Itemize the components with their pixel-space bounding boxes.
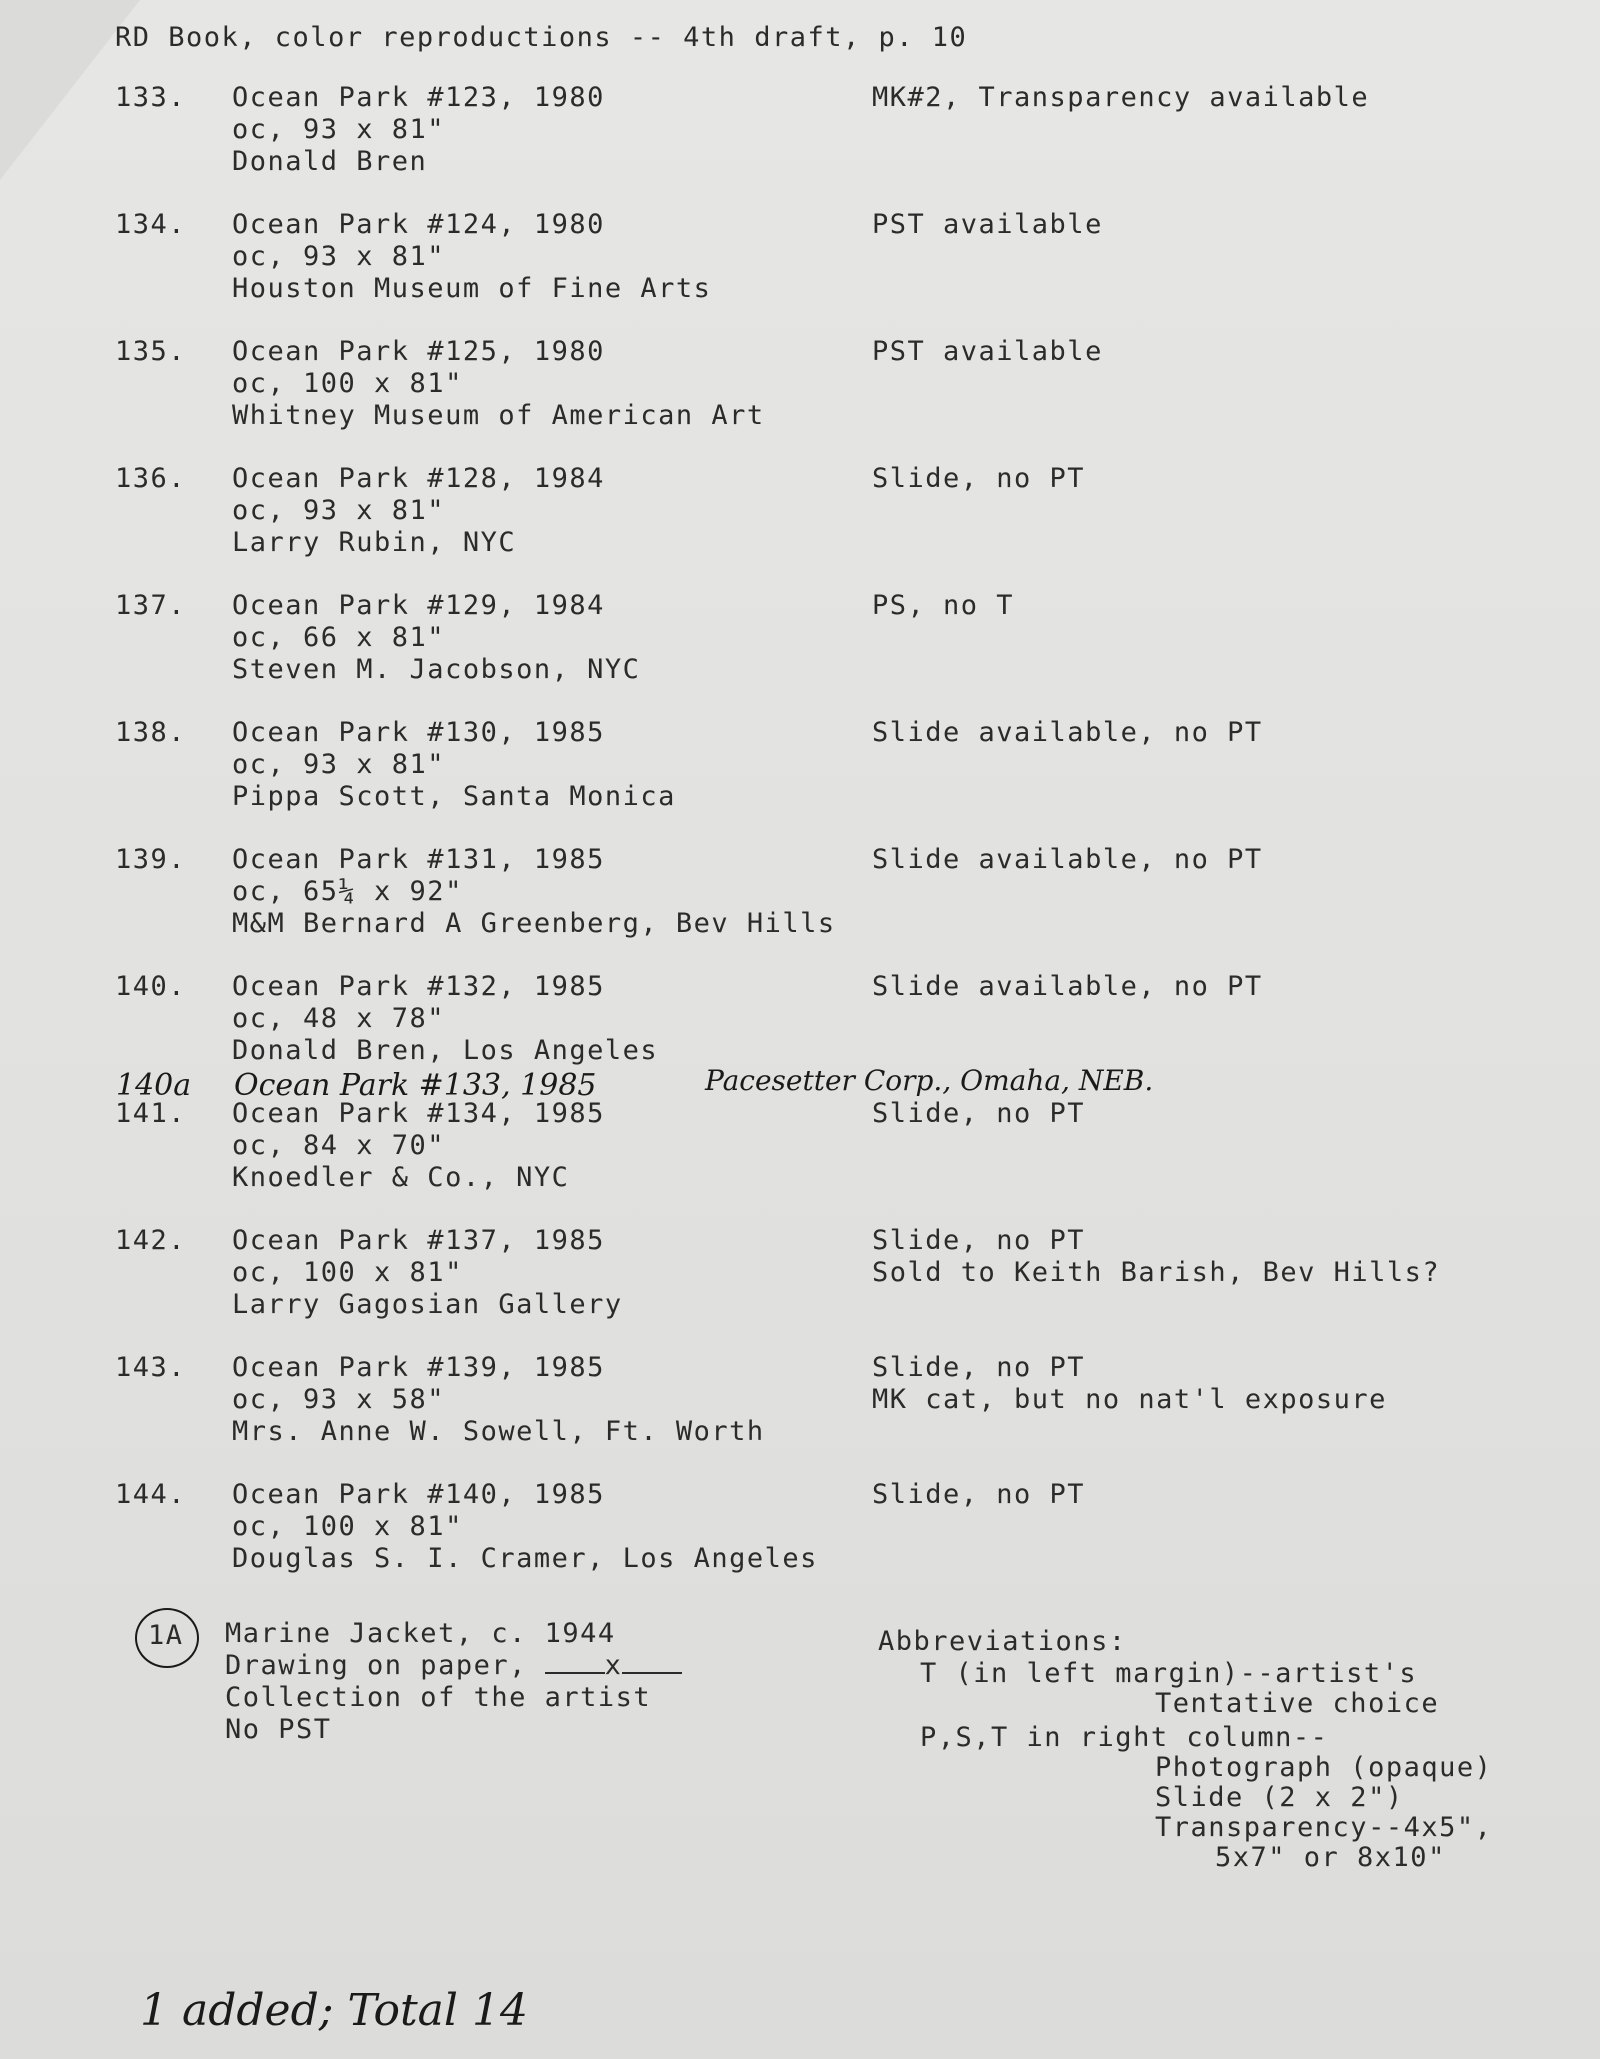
entry-owner: Mrs. Anne W. Sowell, Ft. Worth [232,1416,765,1447]
entry-title: Ocean Park #137, 1985 [232,1225,605,1256]
entry-title: Ocean Park #125, 1980 [232,336,605,367]
entry-owner: M&M Bernard A Greenberg, Bev Hills [232,908,836,939]
entry-owner: Donald Bren [232,146,428,177]
page-header: RD Book, color reproductions -- 4th draft, p. 10 [115,22,968,53]
entry-availability-note: Slide, no PT [872,463,1086,494]
entry-number: 141. [115,1098,187,1129]
entry-medium: oc, 93 x 81" [232,749,446,780]
entry-medium: oc, 100 x 81" [232,1257,463,1288]
entry-medium: oc, 48 x 78" [232,1003,446,1034]
abbreviation-line: P,S,T in right column-- [920,1722,1329,1753]
entry-title: Ocean Park #130, 1985 [232,717,605,748]
entry-owner: Knoedler & Co., NYC [232,1162,570,1193]
entry-number: 133. [115,82,187,113]
entry-medium: oc, 93 x 81" [232,241,446,272]
extra-medium-prefix: Drawing on paper, [225,1650,545,1681]
entry-title: Ocean Park #124, 1980 [232,209,605,240]
entry-medium: oc, 93 x 81" [232,495,446,526]
entry-number: 140. [115,971,187,1002]
entry-availability-note: Slide available, no PT [872,971,1263,1002]
handwritten-insert-number: 140a [116,1068,192,1103]
entry-medium: oc, 66 x 81" [232,622,446,653]
entry-title: Ocean Park #139, 1985 [232,1352,605,1383]
extra-medium-mid: x [604,1650,623,1681]
handwritten-insert-title: Ocean Park #133, 1985 [234,1068,597,1103]
extra-title: Marine Jacket, c. 1944 [225,1618,616,1649]
entry-number: 142. [115,1225,187,1256]
abbreviation-line: Photograph (opaque) [1155,1752,1493,1783]
entry-availability-note: Slide, no PT [872,1352,1086,1383]
extra-label: 1A [148,1620,184,1651]
entry-availability-note: PS, no T [872,590,1015,621]
extra-medium [225,1650,682,1682]
entry-number: 136. [115,463,187,494]
entry-number: 134. [115,209,187,240]
entry-availability-note: Slide available, no PT [872,844,1263,875]
abbreviation-line: Tentative choice [1155,1688,1440,1719]
entry-number: 135. [115,336,187,367]
entry-medium: oc, 93 x 58" [232,1384,446,1415]
entry-number: 137. [115,590,187,621]
entry-owner: Douglas S. I. Cramer, Los Angeles [232,1543,818,1574]
entry-owner: Houston Museum of Fine Arts [232,273,712,304]
entry-owner: Steven M. Jacobson, NYC [232,654,641,685]
entry-availability-note: Slide, no PT [872,1098,1086,1129]
entry-availability-note: PST available [872,336,1103,367]
entry-owner: Larry Gagosian Gallery [232,1289,623,1320]
abbreviation-line: Transparency--4x5", [1155,1812,1493,1843]
entry-number: 139. [115,844,187,875]
entry-availability-note: Slide, no PT [872,1479,1086,1510]
abbreviations-heading: Abbreviations: [878,1626,1127,1657]
abbreviation-line: Slide (2 x 2") [1155,1782,1404,1813]
entry-number: 144. [115,1479,187,1510]
entry-medium: oc, 84 x 70" [232,1130,446,1161]
entry-availability-note: PST available [872,209,1103,240]
entry-medium: oc, 93 x 81" [232,114,446,145]
entry-medium: oc, 100 x 81" [232,1511,463,1542]
blank-line [545,1650,605,1674]
entry-medium: oc, 65¼ x 92" [232,876,463,907]
entry-title: Ocean Park #128, 1984 [232,463,605,494]
entry-number: 138. [115,717,187,748]
abbreviation-line: 5x7" or 8x10" [1215,1842,1446,1873]
entry-medium: oc, 100 x 81" [232,368,463,399]
extra-note: No PST [225,1714,332,1745]
entry-owner: Pippa Scott, Santa Monica [232,781,676,812]
abbreviation-line: T (in left margin)--artist's [920,1658,1418,1689]
entry-title: Ocean Park #131, 1985 [232,844,605,875]
handwritten-insert-owner: Pacesetter Corp., Omaha, NEB. [705,1064,1154,1097]
entry-title: Ocean Park #134, 1985 [232,1098,605,1129]
entry-owner: Larry Rubin, NYC [232,527,517,558]
entry-title: Ocean Park #140, 1985 [232,1479,605,1510]
handwritten-footer-note: 1 added; Total 14 [140,1985,528,2036]
entry-number: 143. [115,1352,187,1383]
entry-owner: Donald Bren, Los Angeles [232,1035,659,1066]
entry-owner: Whitney Museum of American Art [232,400,765,431]
entry-title: Ocean Park #132, 1985 [232,971,605,1002]
blank-line [622,1650,682,1674]
entry-availability-note: MK cat, but no nat'l exposure [872,1384,1387,1415]
entry-availability-note: Slide available, no PT [872,717,1263,748]
entry-availability-note: MK#2, Transparency available [872,82,1370,113]
entry-availability-note: Sold to Keith Barish, Bev Hills? [872,1257,1441,1288]
entry-title: Ocean Park #129, 1984 [232,590,605,621]
entry-availability-note: Slide, no PT [872,1225,1086,1256]
entry-title: Ocean Park #123, 1980 [232,82,605,113]
extra-collection: Collection of the artist [225,1682,652,1713]
